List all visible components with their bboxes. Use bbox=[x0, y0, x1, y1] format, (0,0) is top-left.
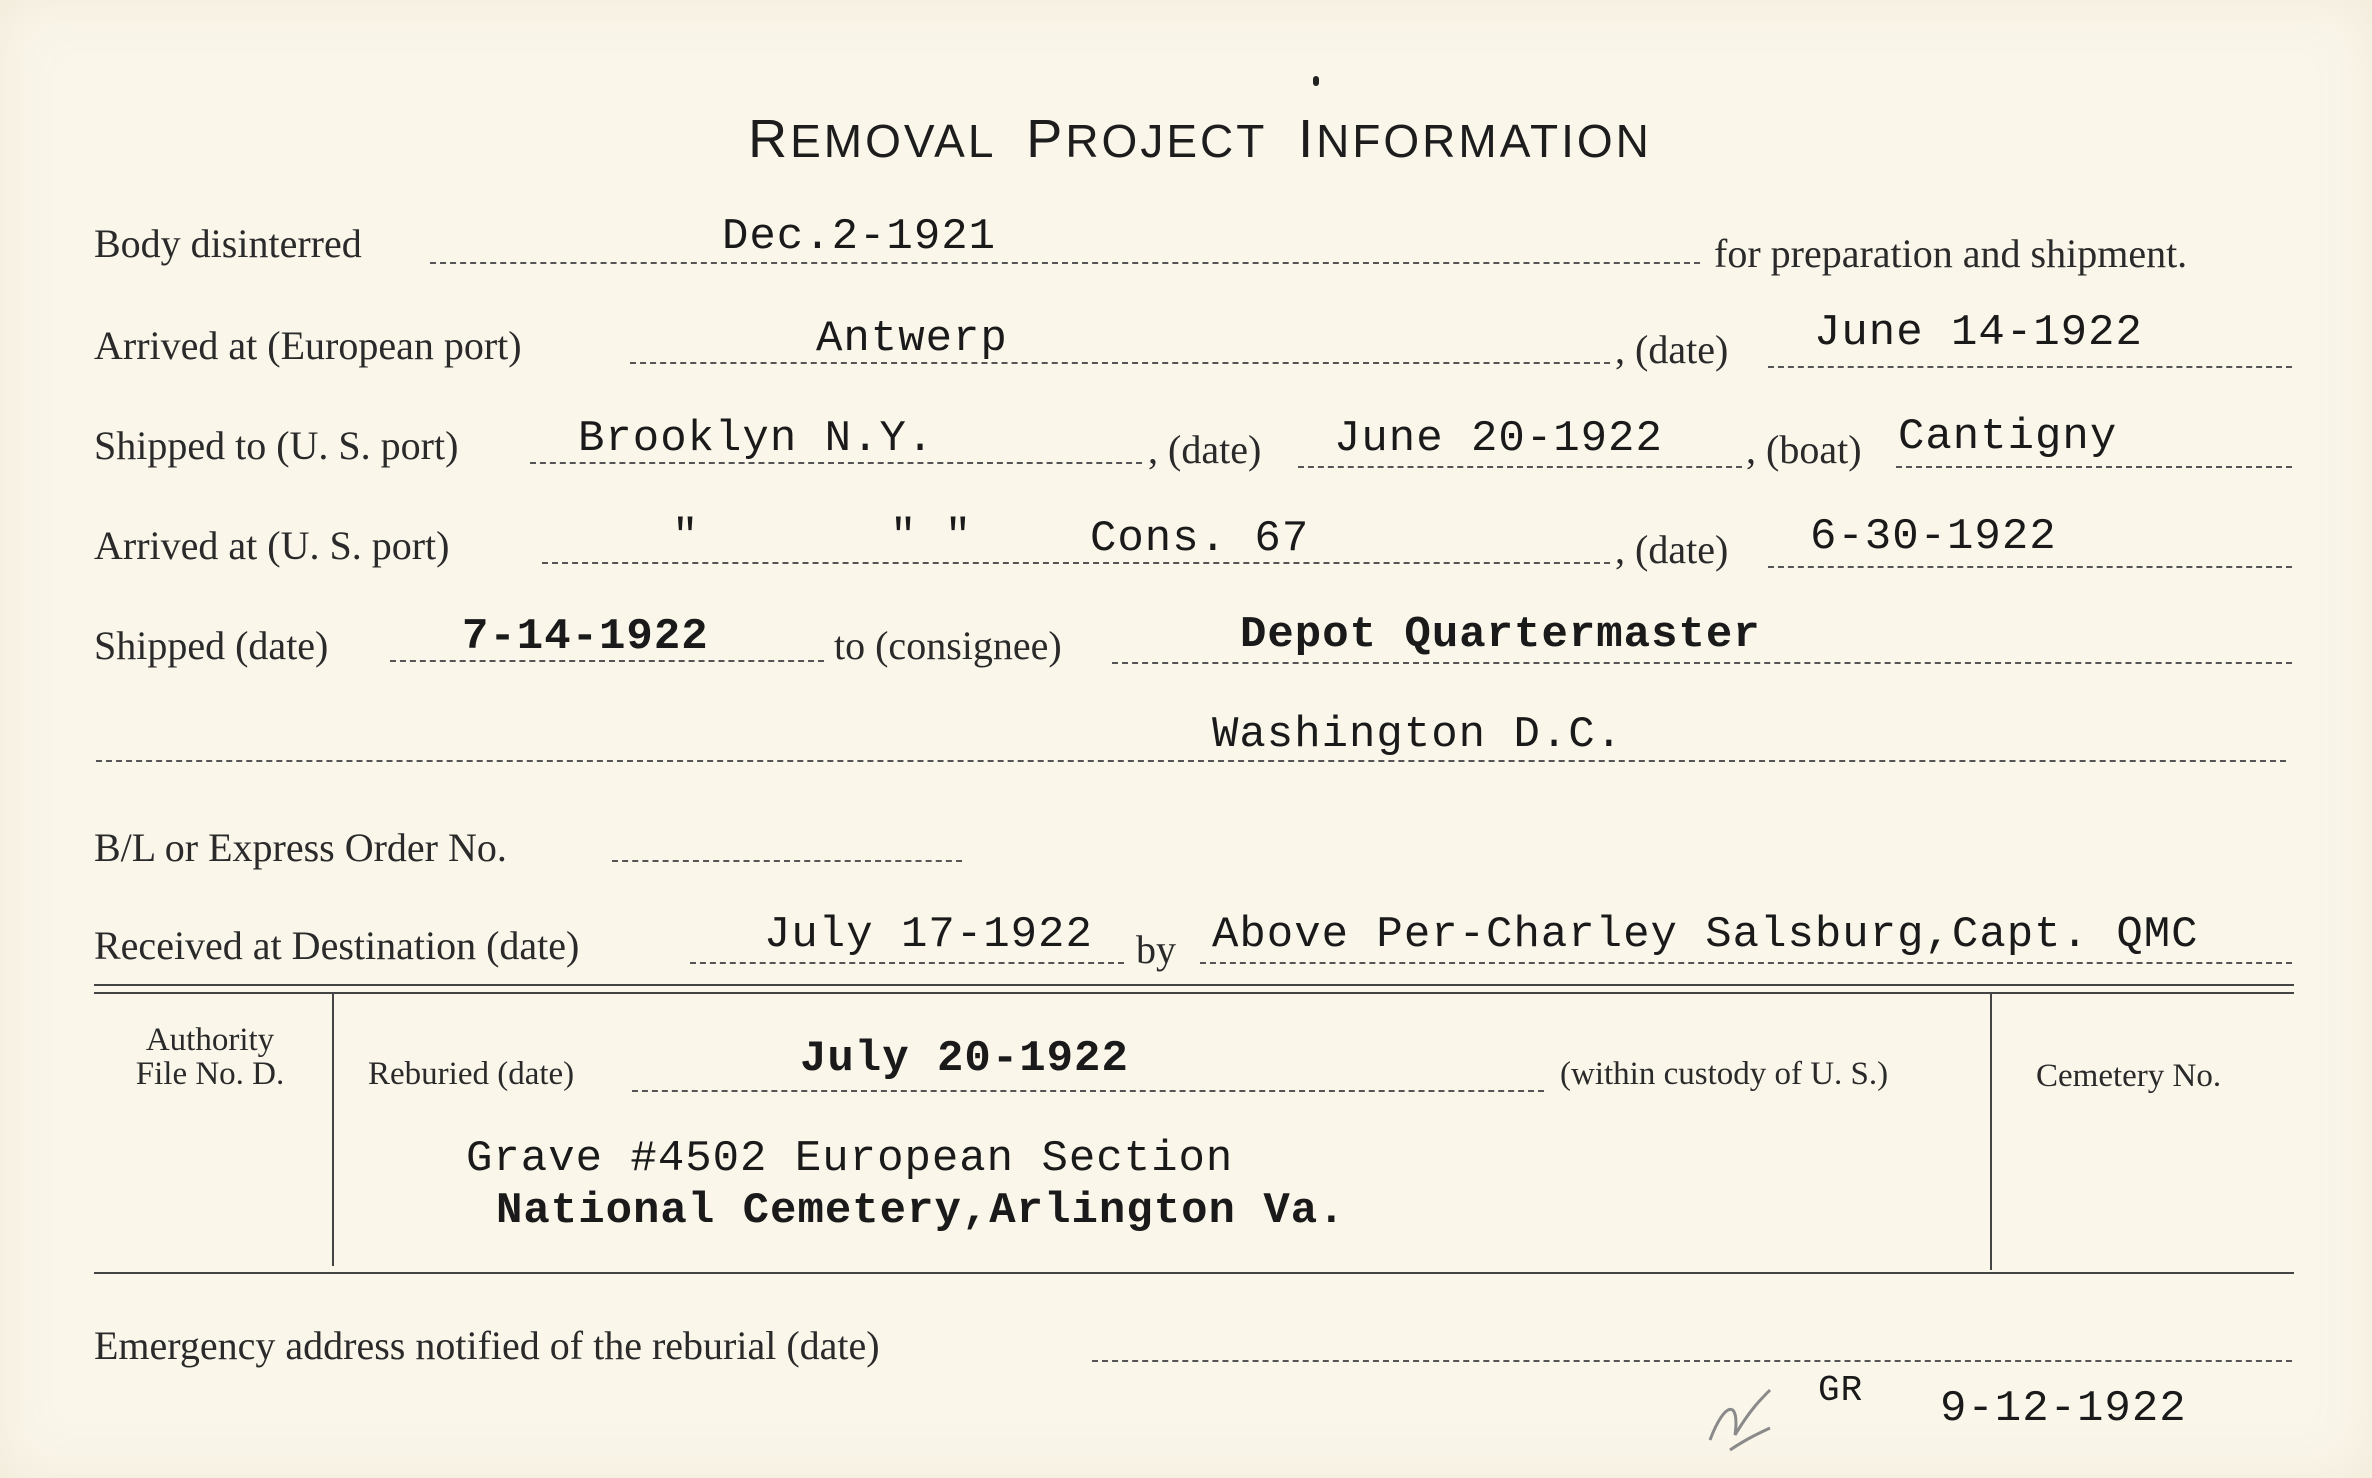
box-divider-right bbox=[1990, 994, 1992, 1270]
label-within-custody: (within custody of U. S.) bbox=[1560, 1056, 1889, 1092]
label-cemetery-no: Cemetery No. bbox=[2036, 1058, 2222, 1094]
field-line-european-port bbox=[630, 362, 1610, 364]
label-for-preparation: for preparation and shipment. bbox=[1714, 231, 2188, 276]
value-shipped-date: 7-14-1922 bbox=[462, 612, 709, 662]
label-received-destination: Received at Destination (date) bbox=[94, 923, 580, 968]
stamp-date: 9-12-1922 bbox=[1940, 1384, 2187, 1434]
value-arrived-us-port-cons: Cons. 67 bbox=[1090, 514, 1310, 564]
value-arrived-us-port-ditto-1: " bbox=[672, 512, 700, 562]
value-grave-line-2: National Cemetery,Arlington Va. bbox=[496, 1186, 1346, 1236]
box-bottom-rule bbox=[94, 1272, 2294, 1274]
value-consignee-line-2: Washington D.C. bbox=[1212, 710, 1624, 760]
box-divider-left bbox=[332, 994, 334, 1266]
field-line-body-disinterred bbox=[430, 262, 1700, 264]
label-emergency-address: Emergency address notified of the reburial (date) bbox=[94, 1323, 880, 1368]
form-title: REMOVAL PROJECT INFORMATION bbox=[748, 109, 1652, 169]
field-line-bl-order bbox=[612, 860, 962, 862]
field-line-us-port-date bbox=[1298, 466, 1742, 468]
label-shipped-date: Shipped (date) bbox=[94, 623, 329, 668]
field-line-european-date bbox=[1768, 366, 2292, 368]
value-consignee-line-1: Depot Quartermaster bbox=[1240, 610, 1761, 660]
handwritten-initials-mark bbox=[1700, 1380, 1790, 1460]
value-boat: Cantigny bbox=[1898, 412, 2118, 462]
field-line-reburied-date bbox=[632, 1090, 1544, 1092]
label-arrived-us-port: Arrived at (U. S. port) bbox=[94, 523, 450, 568]
label-european-date: , (date) bbox=[1615, 327, 1729, 372]
value-body-disinterred: Dec.2-1921 bbox=[722, 212, 997, 262]
ink-dot bbox=[1313, 76, 1319, 86]
field-line-arrived-us-port bbox=[542, 562, 1610, 564]
value-received-by: Above Per-Charley Salsburg,Capt. QMC bbox=[1212, 910, 2199, 960]
label-body-disinterred: Body disinterred bbox=[94, 221, 362, 266]
label-shipped-to-us-port: Shipped to (U. S. port) bbox=[94, 423, 459, 468]
field-line-emergency-address bbox=[1092, 1360, 2292, 1362]
field-line-received-date bbox=[690, 962, 1124, 964]
box-top-rule-1 bbox=[94, 984, 2294, 986]
value-us-port: Brooklyn N.Y. bbox=[578, 414, 935, 464]
field-line-arrived-us-port-date bbox=[1768, 566, 2292, 568]
label-by: by bbox=[1136, 927, 1176, 972]
field-line-consignee bbox=[1112, 662, 2292, 664]
value-arrived-us-port-date: 6-30-1922 bbox=[1810, 512, 2057, 562]
value-european-port-date: June 14-1922 bbox=[1814, 308, 2143, 358]
value-european-port: Antwerp bbox=[816, 314, 1008, 364]
label-arrived-european-port: Arrived at (European port) bbox=[94, 323, 522, 368]
value-received-date: July 17-1922 bbox=[764, 910, 1093, 960]
label-bl-order: B/L or Express Order No. bbox=[94, 825, 507, 870]
field-line-boat bbox=[1896, 466, 2292, 468]
label-arrived-us-port-date: , (date) bbox=[1615, 527, 1729, 572]
label-us-port-date: , (date) bbox=[1148, 427, 1262, 472]
field-line-consignee-continued bbox=[96, 760, 2286, 762]
label-authority: Authority bbox=[145, 1022, 275, 1058]
value-reburied-date: July 20-1922 bbox=[800, 1034, 1129, 1084]
value-arrived-us-port-ditto-2: " " bbox=[890, 512, 973, 562]
value-us-port-shipped-date: June 20-1922 bbox=[1334, 414, 1663, 464]
field-line-received-by bbox=[1200, 962, 2292, 964]
label-to-consignee: to (consignee) bbox=[834, 623, 1062, 668]
label-reburied-date: Reburied (date) bbox=[368, 1056, 575, 1092]
value-grave-line-1: Grave #4502 European Section bbox=[466, 1134, 1234, 1184]
box-top-rule-2 bbox=[94, 992, 2294, 994]
label-file-no: File No. D. bbox=[135, 1056, 285, 1092]
label-boat: , (boat) bbox=[1746, 427, 1862, 472]
stamp-initials: GR bbox=[1818, 1370, 1864, 1411]
